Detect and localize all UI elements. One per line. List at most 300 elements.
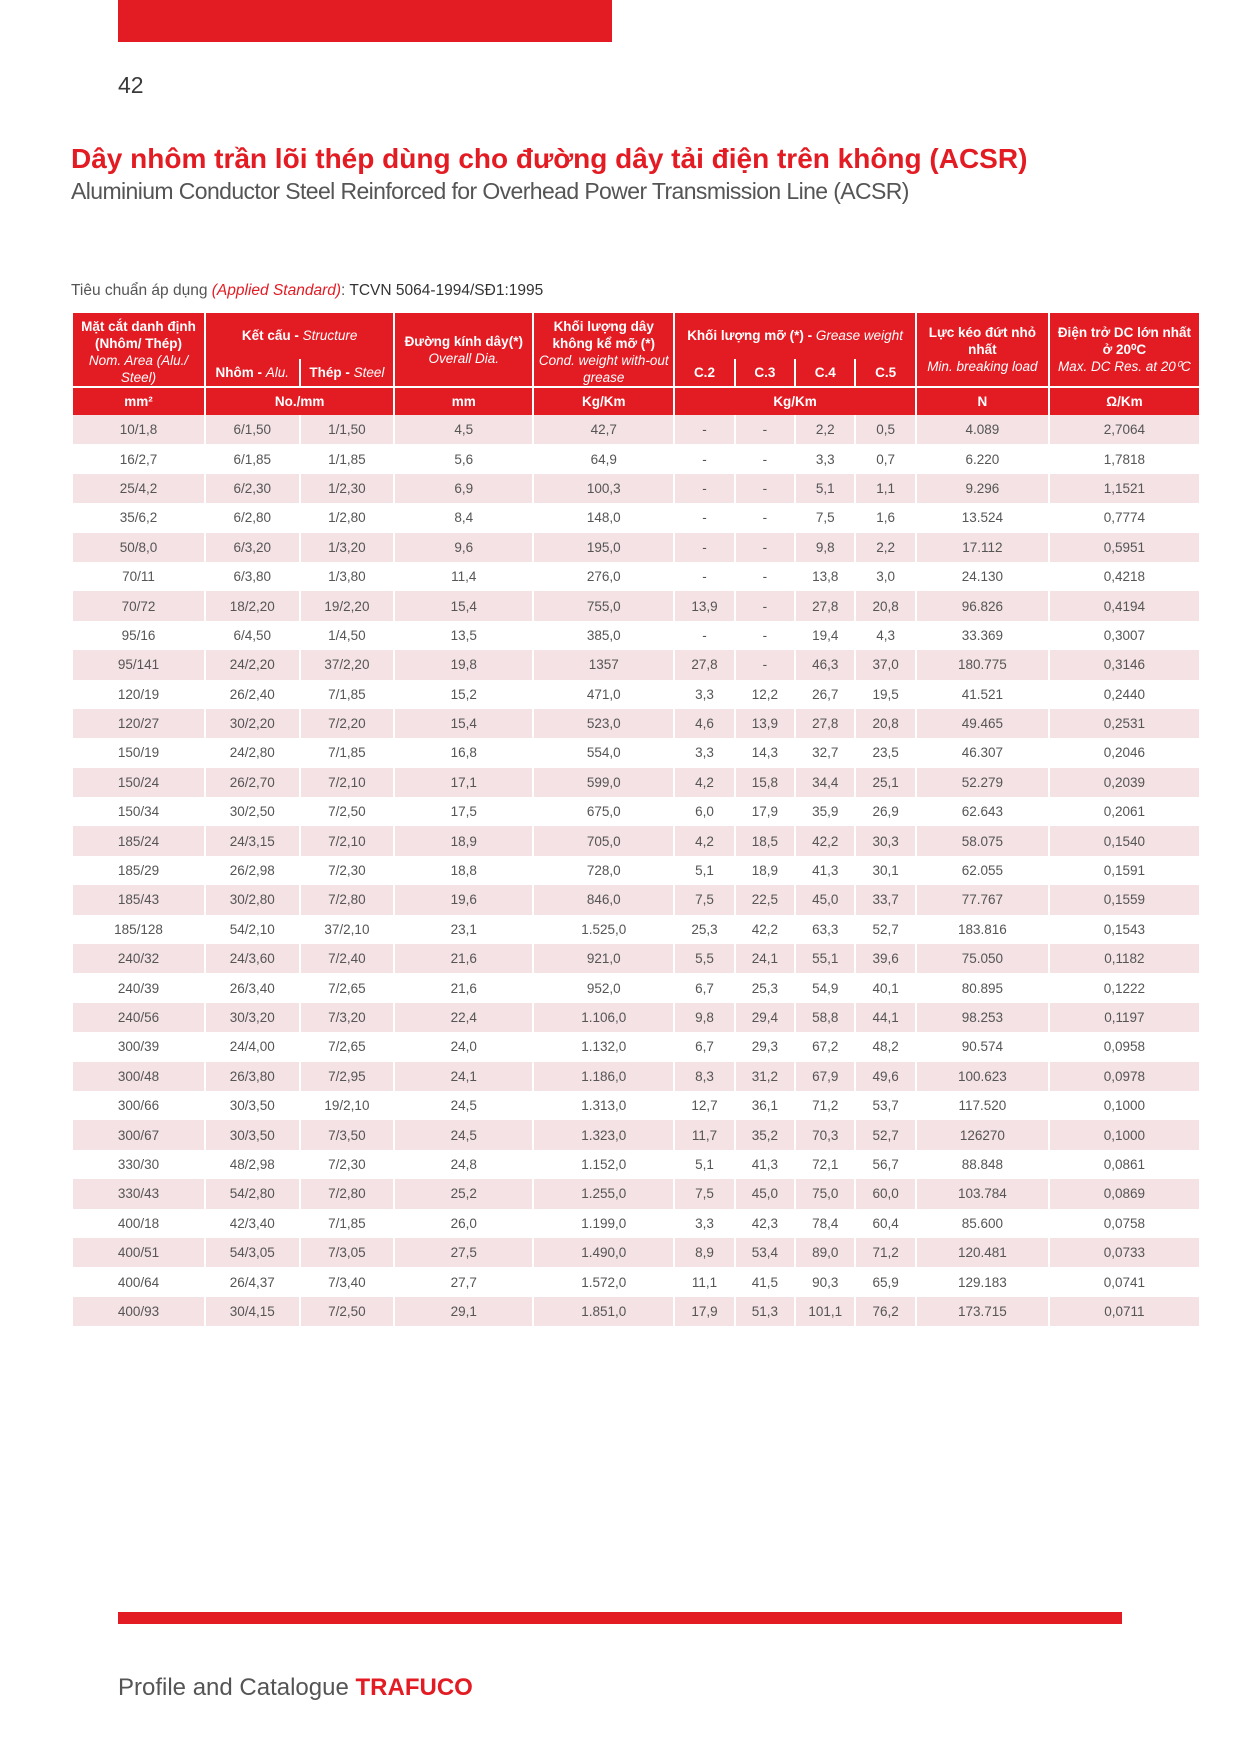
cell-alu: 24/2,20 [206, 650, 299, 679]
table-row [73, 856, 1199, 885]
unit-break: N [917, 386, 1048, 415]
table-row [73, 680, 1199, 709]
cell-c5: 20,8 [856, 591, 914, 620]
cell-break: 103.784 [917, 1179, 1048, 1208]
cell-break: 33.369 [917, 621, 1048, 650]
cell-c3: 17,9 [736, 797, 794, 826]
cell-dia: 17,5 [395, 797, 532, 826]
header-structure [206, 313, 393, 359]
cell-c2: 8,3 [675, 1062, 733, 1091]
unit-res: Ω/Km [1050, 386, 1199, 415]
cell-c2: - [675, 533, 733, 562]
cell-c3: - [736, 444, 794, 473]
cell-weight: 728,0 [534, 856, 673, 885]
cell-steel: 19/2,10 [301, 1091, 394, 1120]
cell-break: 77.767 [917, 885, 1048, 914]
cell-c2: 25,3 [675, 915, 733, 944]
cell-break: 4.089 [917, 415, 1048, 444]
cell-c5: 2,2 [856, 533, 914, 562]
cell-c3: 35,2 [736, 1120, 794, 1149]
cell-res: 0,0758 [1050, 1209, 1199, 1238]
cell-area: 400/64 [73, 1267, 204, 1296]
cell-c4: 75,0 [796, 1179, 854, 1208]
cell-steel: 7/1,85 [301, 738, 394, 767]
table-row [73, 915, 1199, 944]
cell-c3: - [736, 562, 794, 591]
cell-res: 0,1559 [1050, 885, 1199, 914]
cell-c2: 5,1 [675, 856, 733, 885]
cell-break: 24.130 [917, 562, 1048, 591]
cell-alu: 54/2,10 [206, 915, 299, 944]
cell-c5: 33,7 [856, 885, 914, 914]
cell-steel: 7/3,05 [301, 1238, 394, 1267]
cell-weight: 1357 [534, 650, 673, 679]
cell-c5: 30,1 [856, 856, 914, 885]
cell-alu: 18/2,20 [206, 591, 299, 620]
cell-area: 300/66 [73, 1091, 204, 1120]
table-row [73, 1150, 1199, 1179]
header-steel [301, 359, 394, 386]
cell-break: 80.895 [917, 973, 1048, 1002]
cell-area: 330/30 [73, 1150, 204, 1179]
cell-c4: 26,7 [796, 680, 854, 709]
cell-weight: 385,0 [534, 621, 673, 650]
cell-c5: 30,3 [856, 826, 914, 855]
cell-steel: 1/3,80 [301, 562, 394, 591]
cell-alu: 6/2,80 [206, 503, 299, 532]
cell-c2: 12,7 [675, 1091, 733, 1120]
cell-area: 400/93 [73, 1297, 204, 1326]
cell-area: 400/51 [73, 1238, 204, 1267]
cell-area: 300/48 [73, 1062, 204, 1091]
cell-steel: 7/3,40 [301, 1267, 394, 1296]
cell-c3: - [736, 621, 794, 650]
cell-steel: 7/1,85 [301, 680, 394, 709]
cell-res: 0,4194 [1050, 591, 1199, 620]
header-structure-vn: Kết cấu - [241, 328, 303, 344]
cell-break: 100.623 [917, 1062, 1048, 1091]
cell-steel: 7/2,65 [301, 1032, 394, 1061]
cell-c3: 14,3 [736, 738, 794, 767]
cell-c2: 6,7 [675, 1032, 733, 1061]
cell-c5: 0,5 [856, 415, 914, 444]
cell-alu: 26/2,98 [206, 856, 299, 885]
cell-c4: 63,3 [796, 915, 854, 944]
cell-steel: 7/2,30 [301, 1150, 394, 1179]
header-breaking-load-vn: Lực kéo đứt nhỏ nhất [928, 325, 1037, 357]
cell-area: 300/39 [73, 1032, 204, 1061]
table-row [73, 1120, 1199, 1149]
cell-alu: 30/3,50 [206, 1120, 299, 1149]
cell-c3: 53,4 [736, 1238, 794, 1267]
header-alu-en: Alu. [265, 364, 290, 380]
cell-c3: 51,3 [736, 1297, 794, 1326]
table-row [73, 415, 1199, 444]
table-row [73, 1032, 1199, 1061]
cell-res: 0,2440 [1050, 680, 1199, 709]
cell-res: 0,0711 [1050, 1297, 1199, 1326]
cell-steel: 7/2,50 [301, 797, 394, 826]
cell-c4: 3,3 [796, 444, 854, 473]
cell-c3: - [736, 591, 794, 620]
cell-dia: 24,5 [395, 1091, 532, 1120]
cell-c5: 0,7 [856, 444, 914, 473]
footer-brand: TRAFUCO [355, 1674, 473, 1701]
cell-alu: 6/1,50 [206, 415, 299, 444]
cell-break: 173.715 [917, 1297, 1048, 1326]
cell-steel: 7/2,10 [301, 826, 394, 855]
header-nominal-area-en: Nom. Area (Alu./ Steel) [88, 353, 189, 385]
cell-c5: 52,7 [856, 1120, 914, 1149]
cell-c3: - [736, 503, 794, 532]
cell-break: 52.279 [917, 768, 1048, 797]
cell-dia: 26,0 [395, 1209, 532, 1238]
cell-c3: 24,1 [736, 944, 794, 973]
cell-c2: 27,8 [675, 650, 733, 679]
header-steel-vn: Thép - [309, 364, 354, 380]
cell-c2: 4,2 [675, 768, 733, 797]
cell-c4: 67,9 [796, 1062, 854, 1091]
cell-steel: 7/3,20 [301, 1003, 394, 1032]
cell-c5: 56,7 [856, 1150, 914, 1179]
cell-dia: 23,1 [395, 915, 532, 944]
cell-alu: 26/3,80 [206, 1062, 299, 1091]
header-c5: C.5 [856, 359, 914, 386]
table-row [73, 973, 1199, 1002]
cell-res: 0,7774 [1050, 503, 1199, 532]
cell-c3: 42,2 [736, 915, 794, 944]
header-structure-en: Structure [302, 328, 358, 344]
cell-area: 240/39 [73, 973, 204, 1002]
standard-code: TCVN 5064-1994/SĐ1:1995 [349, 282, 544, 299]
cell-alu: 26/4,37 [206, 1267, 299, 1296]
header-c2: C.2 [675, 359, 733, 386]
cell-c4: 89,0 [796, 1238, 854, 1267]
cell-alu: 24/3,15 [206, 826, 299, 855]
cell-dia: 18,8 [395, 856, 532, 885]
cell-dia: 6,9 [395, 474, 532, 503]
cell-c4: 72,1 [796, 1150, 854, 1179]
cell-c5: 60,0 [856, 1179, 914, 1208]
table-row [73, 650, 1199, 679]
cell-c4: 7,5 [796, 503, 854, 532]
cell-dia: 24,0 [395, 1032, 532, 1061]
cell-res: 0,0869 [1050, 1179, 1199, 1208]
cell-dia: 19,8 [395, 650, 532, 679]
cell-steel: 7/2,65 [301, 973, 394, 1002]
cell-break: 98.253 [917, 1003, 1048, 1032]
cell-break: 46.307 [917, 738, 1048, 767]
cell-c5: 3,0 [856, 562, 914, 591]
cell-c4: 90,3 [796, 1267, 854, 1296]
cell-c5: 65,9 [856, 1267, 914, 1296]
cell-steel: 19/2,20 [301, 591, 394, 620]
cell-c2: - [675, 415, 733, 444]
cell-dia: 19,6 [395, 885, 532, 914]
cell-break: 126270 [917, 1120, 1048, 1149]
cell-weight: 1.572,0 [534, 1267, 673, 1296]
cell-c3: - [736, 533, 794, 562]
cell-area: 150/34 [73, 797, 204, 826]
cell-area: 70/11 [73, 562, 204, 591]
cell-c5: 53,7 [856, 1091, 914, 1120]
cell-alu: 26/3,40 [206, 973, 299, 1002]
table-row [73, 503, 1199, 532]
cell-c3: 41,5 [736, 1267, 794, 1296]
cell-res: 0,1222 [1050, 973, 1199, 1002]
cell-c5: 40,1 [856, 973, 914, 1002]
cell-break: 90.574 [917, 1032, 1048, 1061]
cell-c3: - [736, 474, 794, 503]
footer-text: Profile and Catalogue [118, 1674, 356, 1701]
cell-c2: - [675, 474, 733, 503]
cell-c5: 37,0 [856, 650, 914, 679]
cell-c3: 41,3 [736, 1150, 794, 1179]
cell-alu: 24/3,60 [206, 944, 299, 973]
cell-c4: 27,8 [796, 709, 854, 738]
cell-c5: 60,4 [856, 1209, 914, 1238]
header-grease-weight-en: Grease weight [815, 328, 903, 344]
cell-weight: 675,0 [534, 797, 673, 826]
cell-break: 180.775 [917, 650, 1048, 679]
cell-dia: 24,5 [395, 1120, 532, 1149]
cell-res: 0,2046 [1050, 738, 1199, 767]
cell-c2: - [675, 621, 733, 650]
cell-dia: 27,5 [395, 1238, 532, 1267]
cell-dia: 17,1 [395, 768, 532, 797]
cell-break: 41.521 [917, 680, 1048, 709]
cell-res: 0,1197 [1050, 1003, 1199, 1032]
header-cond-weight-en: Cond. weight with-out grease [538, 353, 669, 385]
cell-c2: - [675, 444, 733, 473]
cell-c4: 9,8 [796, 533, 854, 562]
cell-c5: 19,5 [856, 680, 914, 709]
cell-weight: 554,0 [534, 738, 673, 767]
cell-res: 0,1543 [1050, 915, 1199, 944]
cell-steel: 7/2,20 [301, 709, 394, 738]
cell-dia: 27,7 [395, 1267, 532, 1296]
cell-weight: 523,0 [534, 709, 673, 738]
cell-c3: 36,1 [736, 1091, 794, 1120]
cell-steel: 7/2,30 [301, 856, 394, 885]
cell-dia: 5,6 [395, 444, 532, 473]
cell-c5: 25,1 [856, 768, 914, 797]
acsr-spec-table [71, 313, 1201, 1326]
table-row [73, 1003, 1199, 1032]
cell-c3: 18,5 [736, 826, 794, 855]
cell-weight: 1.152,0 [534, 1150, 673, 1179]
cell-break: 129.183 [917, 1267, 1048, 1296]
cell-area: 150/19 [73, 738, 204, 767]
cell-c4: 5,1 [796, 474, 854, 503]
cell-alu: 6/3,80 [206, 562, 299, 591]
cell-break: 183.816 [917, 915, 1048, 944]
cell-break: 17.112 [917, 533, 1048, 562]
cell-res: 0,0978 [1050, 1062, 1199, 1091]
header-alu [206, 359, 299, 386]
cell-dia: 24,8 [395, 1150, 532, 1179]
cell-weight: 42,7 [534, 415, 673, 444]
cell-break: 117.520 [917, 1091, 1048, 1120]
cell-break: 120.481 [917, 1238, 1048, 1267]
cell-c2: 11,7 [675, 1120, 733, 1149]
cell-break: 75.050 [917, 944, 1048, 973]
cell-c2: 4,6 [675, 709, 733, 738]
cell-area: 120/19 [73, 680, 204, 709]
standard-colon: : [341, 282, 350, 299]
cell-dia: 8,4 [395, 503, 532, 532]
cell-break: 62.055 [917, 856, 1048, 885]
header-c4: C.4 [796, 359, 854, 386]
cell-alu: 6/1,85 [206, 444, 299, 473]
cell-alu: 24/2,80 [206, 738, 299, 767]
cell-weight: 1.186,0 [534, 1062, 673, 1091]
cell-c5: 39,6 [856, 944, 914, 973]
cell-res: 0,1000 [1050, 1120, 1199, 1149]
cell-c2: 3,3 [675, 738, 733, 767]
cell-dia: 13,5 [395, 621, 532, 650]
cell-dia: 4,5 [395, 415, 532, 444]
page-title-vn: Dây nhôm trần lõi thép dùng cho đường dây tải điện trên không (ACSR) [71, 143, 1028, 174]
cell-weight: 1.106,0 [534, 1003, 673, 1032]
cell-c3: 29,4 [736, 1003, 794, 1032]
cell-break: 49.465 [917, 709, 1048, 738]
header-breaking-load-en: Min. breaking load [927, 359, 1038, 374]
cell-c2: 3,3 [675, 1209, 733, 1238]
cell-c2: 5,5 [675, 944, 733, 973]
unit-grease: Kg/Km [675, 386, 915, 415]
cell-alu: 30/2,20 [206, 709, 299, 738]
table-row [73, 1209, 1199, 1238]
cell-c5: 76,2 [856, 1297, 914, 1326]
cell-res: 0,2061 [1050, 797, 1199, 826]
cell-area: 150/24 [73, 768, 204, 797]
cell-dia: 15,4 [395, 709, 532, 738]
cell-break: 58.075 [917, 826, 1048, 855]
cell-c4: 27,8 [796, 591, 854, 620]
cell-c3: 45,0 [736, 1179, 794, 1208]
cell-break: 6.220 [917, 444, 1048, 473]
cell-dia: 21,6 [395, 944, 532, 973]
cell-c2: 11,1 [675, 1267, 733, 1296]
cell-weight: 1.525,0 [534, 915, 673, 944]
header-c3: C.3 [736, 359, 794, 386]
header-cond-weight-vn: Khối lượng dây không kể mỡ (*) [552, 319, 656, 351]
cell-steel: 37/2,20 [301, 650, 394, 679]
cell-steel: 7/1,85 [301, 1209, 394, 1238]
cell-steel: 7/2,80 [301, 885, 394, 914]
cell-weight: 195,0 [534, 533, 673, 562]
cell-steel: 37/2,10 [301, 915, 394, 944]
header-grease-weight-vn: Khối lượng mỡ (*) - [687, 328, 816, 344]
cell-c2: 9,8 [675, 1003, 733, 1032]
table-row [73, 826, 1199, 855]
table-row [73, 1179, 1199, 1208]
cell-c2: 7,5 [675, 1179, 733, 1208]
cell-weight: 1.323,0 [534, 1120, 673, 1149]
table-row [73, 768, 1199, 797]
cell-c2: - [675, 503, 733, 532]
cell-c5: 20,8 [856, 709, 914, 738]
cell-c2: - [675, 562, 733, 591]
cell-res: 0,1540 [1050, 826, 1199, 855]
cell-c2: 3,3 [675, 680, 733, 709]
cell-steel: 1/2,30 [301, 474, 394, 503]
cell-c4: 2,2 [796, 415, 854, 444]
cell-c2: 17,9 [675, 1297, 733, 1326]
cell-c2: 6,7 [675, 973, 733, 1002]
cell-dia: 11,4 [395, 562, 532, 591]
table-row [73, 474, 1199, 503]
cell-weight: 952,0 [534, 973, 673, 1002]
cell-alu: 26/2,70 [206, 768, 299, 797]
cell-area: 95/141 [73, 650, 204, 679]
cell-area: 25/4,2 [73, 474, 204, 503]
cell-area: 240/56 [73, 1003, 204, 1032]
cell-c5: 1,6 [856, 503, 914, 532]
cell-alu: 54/2,80 [206, 1179, 299, 1208]
cell-c5: 71,2 [856, 1238, 914, 1267]
cell-area: 185/29 [73, 856, 204, 885]
table-row [73, 1238, 1199, 1267]
standard-label: Tiêu chuẩn áp dụng [71, 282, 212, 299]
cell-res: 0,3146 [1050, 650, 1199, 679]
header-overall-dia [395, 313, 532, 386]
cell-alu: 6/2,30 [206, 474, 299, 503]
cell-steel: 1/2,80 [301, 503, 394, 532]
cell-area: 330/43 [73, 1179, 204, 1208]
cell-steel: 1/3,20 [301, 533, 394, 562]
header-breaking-load [917, 313, 1048, 386]
cell-c3: 15,8 [736, 768, 794, 797]
cell-c3: 12,2 [736, 680, 794, 709]
cell-area: 185/43 [73, 885, 204, 914]
cell-res: 2,7064 [1050, 415, 1199, 444]
header-overall-dia-vn: Đường kính dây(*) [404, 333, 523, 349]
table-row [73, 1062, 1199, 1091]
cell-alu: 30/2,80 [206, 885, 299, 914]
table-row [73, 444, 1199, 473]
table-row [73, 562, 1199, 591]
cell-area: 50/8,0 [73, 533, 204, 562]
cell-res: 1,7818 [1050, 444, 1199, 473]
cell-dia: 15,2 [395, 680, 532, 709]
table-row [73, 797, 1199, 826]
cell-c4: 54,9 [796, 973, 854, 1002]
cell-c2: 5,1 [675, 1150, 733, 1179]
cell-steel: 7/2,10 [301, 768, 394, 797]
cell-area: 240/32 [73, 944, 204, 973]
cell-c5: 52,7 [856, 915, 914, 944]
cell-c3: 22,5 [736, 885, 794, 914]
cell-res: 0,1591 [1050, 856, 1199, 885]
cell-area: 400/18 [73, 1209, 204, 1238]
page-number: 42 [118, 72, 144, 98]
header-overall-dia-en: Overall Dia. [428, 350, 500, 366]
cell-c3: 31,2 [736, 1062, 794, 1091]
cell-area: 35/6,2 [73, 503, 204, 532]
cell-c4: 41,3 [796, 856, 854, 885]
header-cond-weight [534, 313, 673, 386]
cell-c3: 13,9 [736, 709, 794, 738]
cell-c4: 46,3 [796, 650, 854, 679]
cell-steel: 1/4,50 [301, 621, 394, 650]
cell-c4: 70,3 [796, 1120, 854, 1149]
header-alu-vn: Nhôm - [215, 364, 266, 380]
table-row [73, 591, 1199, 620]
cell-weight: 276,0 [534, 562, 673, 591]
table-row [73, 1091, 1199, 1120]
